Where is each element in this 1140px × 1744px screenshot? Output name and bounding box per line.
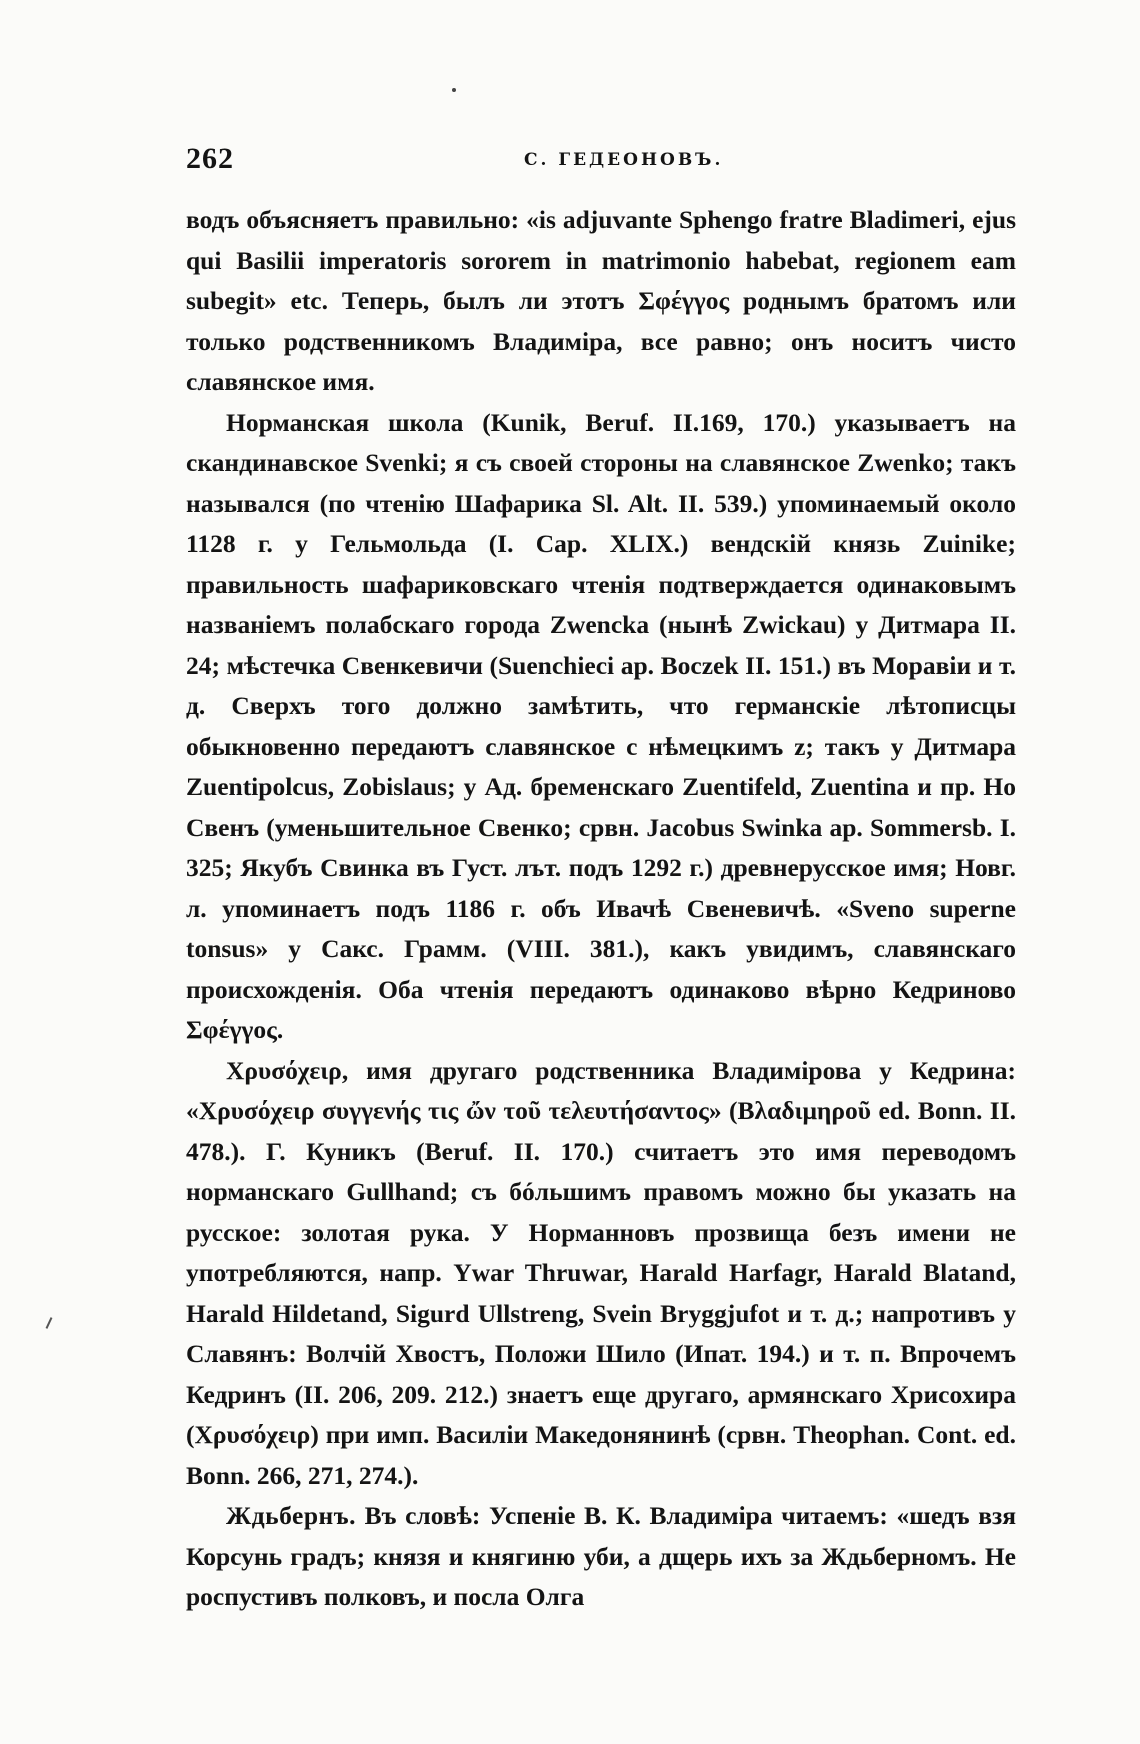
- paragraph-4: [186, 1496, 1016, 1618]
- page-number: 262: [186, 142, 234, 175]
- page-speck: [452, 88, 456, 92]
- entry-heading: Ждьбернъ.: [226, 1501, 356, 1530]
- paragraph-3: Χρυσόχειρ, имя другаго родственника Владимірова у Кедрина: «Χρυσόχειρ συγγενής τις ὤν τοῦ τελευτήσαντος» (Βλαδιμηροῦ ed. Bonn. II. 478.). Г. Куникъ (Beruf. II. 170.) считаетъ это имя переводомъ норманскаго Gullhand; съ бóльшимъ правомъ можно бы указать на русское: золотая рука. У Норманновъ прозвища безъ имени не употребляются, напр. Ywar Thruwar, Harald Harfagr, Harald Blatand, Harald Hildetand, Sigurd Ullstreng, Svein Bryggjufot и т. д.; напротивъ у Славянъ: Волчій Хвостъ, Положи Шило (Ипат. 194.) и т. п. Впрочемъ Кедринъ (II. 206, 209. 212.) знаетъ еще другаго, армянскаго Хрисохира (Χρυσόχειρ) при имп. Василіи Македонянинѣ (срвн. Theophan. Cont. ed. Bonn. 266, 271, 274.).: [186, 1055, 1016, 1490]
- page-header: [186, 142, 1015, 182]
- paragraph-2: Норманская школа (Kunik, Beruf. II.169, 170.) указываетъ на скандинавское Svenki; я съ своей стороны на славянское Zwenko; такъ назывался (по чтенію Шафарика Sl. Alt. II. 539.) упоминаемый около 1128 г. у Гельмольда (I. Cap. XLIX.) вендскій князь Zuinike; правильность шафариковскаго чтенія подтверждается одинаковымъ названіемъ полабскаго города Zwencka (нынѣ Zwickau) у Дитмара II. 24; мѣстечка Свенкевичи (Suenchieci ap. Boczek II. 151.) въ Моравіи и т. д. Сверхъ того должно замѣтить, что германскіе лѣтописцы обыкновенно передаютъ славянское с нѣмецкимъ z; такъ у Дитмара Zuentipolcus, Zobislaus; у Ад. бременскаго Zuentifeld, Zuentina и пр. Но Свенъ (уменьшительное Свенко; срвн. Jacobus Swinka ap. Sommersb. I. 325; Якубъ Свинка въ Густ. лът. подъ 1292 г.) древнерусское имя; Новг. л. упоминаетъ подъ 1186 г. объ Ивачѣ Свеневичѣ. «Sveno superne tonsus» у Сакс. Грамм. (VIII. 381.), какъ увидимъ, славянскаго происхожденія. Оба чтенія передаютъ одинаково вѣрно Кедриново Σφέγγος.: [186, 407, 1016, 1044]
- paragraph-4-text: Въ словѣ: Успеніе В. К. Владиміра читаемъ: «шедъ взя Корсунь градъ; князя и княгиню уби, а дщерь ихъ за Ждьберномъ. Не роспустивъ полковъ, и посла Олга: [186, 1501, 1017, 1611]
- running-title: С. ГЕДЕОНОВЪ.: [524, 150, 724, 170]
- paragraph-1: водъ объясняетъ правильно: «is adjuvante Sphengo fratre Bladimeri, ejus qui Basilii imperatoris sororem in matrimonio habebat, regionem eam subegit» etc. Теперь, былъ ли этотъ Σφέγγος роднымъ братомъ или только родственникомъ Владиміра, все равно; онъ носитъ чисто славянское имя.: [186, 205, 1016, 396]
- margin-mark: [46, 1317, 53, 1329]
- page-body: [186, 200, 1016, 1618]
